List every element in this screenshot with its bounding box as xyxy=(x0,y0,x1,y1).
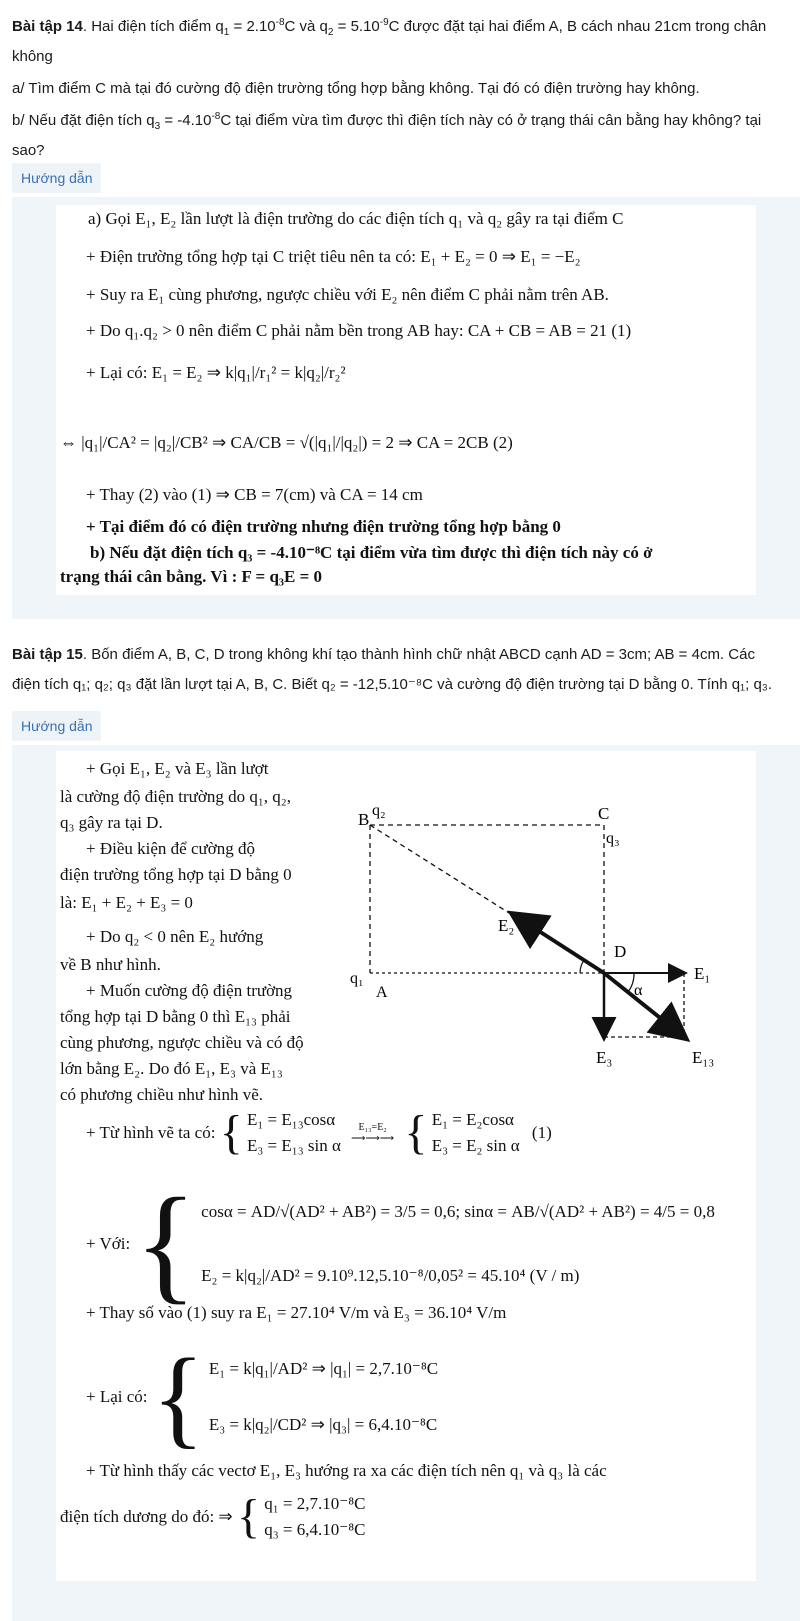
sol15-t6: là: E₁ + E₂ + E₃ = 0 xyxy=(60,893,193,912)
sol15-t7: + Do q₂ < 0 nên E₂ hướng xyxy=(86,927,264,946)
problem-14-part-a: a/ Tìm điểm C mà tại đó cường độ điện trường tổng hợp bằng không. Tại đó có điện trường hay không. xyxy=(12,80,700,97)
sol14-line1: a) Gọi E₁, E₂ lần lượt là điện trường do các điện tích q₁ và q₂ gây ra tại điểm C xyxy=(88,209,624,228)
label-e2: E₂ xyxy=(498,916,515,935)
span xyxy=(432,1107,520,1159)
sol14-line6: ⇔ |q₁|/CA² = |q₂|/CB² ⇒ CA/CB = √(|q₁|/|q₂|) = 2 ⇒ CA = 2CB (2) xyxy=(60,433,513,452)
sol15-t5: điện trường tổng hợp tại D bằng 0 xyxy=(60,865,292,884)
label-e13: E₁₃ xyxy=(692,1048,715,1067)
guide-button-14[interactable]: Hướng dẫn xyxy=(12,163,101,193)
sol14-line3: + Suy ra E₁ cùng phương, ngược chiều với E₂ nên điểm C phải nằm trên AB. xyxy=(86,285,609,304)
sol15-formula5: + Từ hình thấy các vectơ E₁, E₃ hướng ra xa các điện tích nên q₁ và q₃ là các xyxy=(86,1461,607,1480)
problem-15-title: Bài tập 15 xyxy=(12,646,83,663)
span: { xyxy=(219,1106,243,1159)
problem-14-line2: không xyxy=(12,48,53,65)
text: + Từ hình vẽ ta có: xyxy=(86,1123,216,1142)
label-alpha: α xyxy=(634,982,643,999)
sol15-t11: cùng phương, ngược chiều và có độ xyxy=(60,1033,304,1052)
sol14-line7: + Thay (2) vào (1) ⇒ CB = 7(cm) và CA = 14 cm xyxy=(86,485,423,504)
problem-15-line2: điện tích q₁; q₂; q₃ đặt lần lượt tại A, B, C. Biết q₂ = -12,5.10⁻⁸C và cường độ điện trường tại D bằng 0. Tính q₁; q₃. xyxy=(12,676,773,693)
text: + Lại có: xyxy=(86,1387,148,1406)
sol15-t8: về B như hình. xyxy=(60,955,161,974)
sol15-t4: + Điều kiện để cường độ xyxy=(86,839,255,858)
sol15-t2: là cường độ điện trường do q₁, q₂, xyxy=(60,787,291,806)
text: E₁ = E₂cosα xyxy=(431,1110,514,1129)
problem-14-line5: sao? xyxy=(12,142,45,159)
sol15-t13: có phương chiều như hình vẽ. xyxy=(60,1085,264,1104)
label-a: A xyxy=(376,984,388,1001)
span xyxy=(247,1107,341,1159)
text: + Với: xyxy=(86,1234,131,1253)
span xyxy=(209,1341,438,1453)
problem-14-text xyxy=(12,14,792,164)
text: điện tích dương do đó: ⇒ xyxy=(60,1507,233,1526)
sol14-line4: + Do q₁.q₂ > 0 nên điểm C phải nằm bền trong AB hay: CA + CB = AB = 21 (1) xyxy=(86,321,632,340)
label-q3: q₃ xyxy=(606,830,620,847)
solution-14-image xyxy=(56,205,756,595)
span: { xyxy=(151,1336,205,1458)
sol15-formula3: + Thay số vào (1) suy ra E₁ = 27.10⁴ V/m và E₃ = 36.10⁴ V/m xyxy=(86,1303,507,1322)
problem-15-line1: . Bốn điểm A, B, C, D trong không khí tạo thành hình chữ nhật ABCD cạnh AD = 3cm; AB = 4cm. Các xyxy=(82,646,755,663)
label-b: B xyxy=(358,810,370,829)
sub: 2 xyxy=(327,27,334,38)
text: q₃ = 6,4.10⁻⁸C xyxy=(264,1520,366,1539)
problem-14-title: Bài tập 14 xyxy=(12,18,83,35)
label-q1: q₁ xyxy=(350,970,364,987)
sol14-line8: + Tại điểm đó có điện trường nhưng điện trường tổng hợp bằng 0 xyxy=(86,517,561,536)
sol15-t9: + Muốn cường độ điện trường xyxy=(86,981,293,1000)
sol14-line10: trạng thái cân bằng. Vì : F = q₃E = 0 xyxy=(60,567,323,586)
problem-14-line1: . Hai điện tích điểm q xyxy=(82,18,224,35)
span: { xyxy=(134,1172,197,1316)
solution-14-panel xyxy=(12,197,800,619)
span xyxy=(264,1491,365,1543)
text: = -4.10 xyxy=(160,112,212,129)
sup: -8 xyxy=(275,17,285,28)
text: E₁₃=E₂ xyxy=(358,1122,387,1133)
sup: -8 xyxy=(211,111,221,122)
text: cosα = AD/√(AD² + AB²) = 3/5 = 0,6; sinα = AB/√(AD² + AB²) = 4/5 = 0,8 xyxy=(201,1202,715,1221)
text: E₁ = k|q₁|/AD² ⇒ |q₁| = 2,7.10⁻⁸C xyxy=(208,1359,439,1378)
text: = 5.10 xyxy=(333,18,380,35)
sol15-formula6 xyxy=(60,1491,366,1543)
sol15-t1: + Gọi E₁, E₂ và E₃ lần lượt xyxy=(86,759,269,778)
guide-button-15[interactable]: Hướng dẫn xyxy=(12,711,101,741)
vector-e13 xyxy=(604,973,684,1037)
span: { xyxy=(236,1490,260,1543)
text: E₃ = E₂ sin α xyxy=(431,1136,520,1155)
solution-15-panel xyxy=(12,745,800,1621)
label-e1: E₁ xyxy=(694,964,711,983)
solution-15-image xyxy=(56,751,756,1581)
sub: 3 xyxy=(154,121,161,132)
span: { xyxy=(404,1106,428,1159)
sub: 1 xyxy=(223,27,230,38)
problem-15-text xyxy=(12,642,792,698)
problem-14-part-b xyxy=(12,108,792,134)
span: E₁₃=E₂ ⟶⟶⟶ xyxy=(351,1122,395,1144)
text: (1) xyxy=(531,1123,552,1142)
sup: -9 xyxy=(379,17,389,28)
sol15-t10: tổng hợp tại D bằng 0 thì E₁₃ phải xyxy=(60,1007,291,1026)
text: q₁ = 2,7.10⁻⁸C xyxy=(264,1494,366,1513)
label-d: D xyxy=(614,942,627,961)
sol15-formula1 xyxy=(86,1107,552,1167)
text: = 2.10 xyxy=(229,18,276,35)
label-e3: E₃ xyxy=(596,1048,613,1067)
angle-arc-left xyxy=(580,960,584,973)
sol14-line2: + Điện trường tổng hợp tại C triệt tiêu nên ta có: E₁ + E₂ = 0 ⇒ E₁ = −E₂ xyxy=(86,247,581,266)
text: b/ Nếu đặt điện tích q xyxy=(12,112,155,129)
text: E₃ = E₁₃ sin α xyxy=(246,1136,341,1155)
label-c: C xyxy=(598,804,610,823)
sol14-line5: + Lại có: E₁ = E₂ ⇒ k|q₁|/r₁² = k|q₂|/r₂² xyxy=(86,363,346,382)
text: C và q xyxy=(284,18,328,35)
span xyxy=(201,1180,715,1308)
sol15-t3: q₃ gây ra tại D. xyxy=(60,813,163,832)
text: E₁ = E₁₃cosα xyxy=(246,1110,336,1129)
sol15-formula4 xyxy=(86,1336,439,1458)
label-q2: q₂ xyxy=(372,802,386,819)
sol14-line9: b) Nếu đặt điện tích q₃ = -4.10⁻⁸C tại điểm vừa tìm được thì điện tích này có ở xyxy=(90,543,653,562)
rectangle-field-diagram xyxy=(348,781,728,1091)
text: E₃ = k|q₂|/CD² ⇒ |q₃| = 6,4.10⁻⁸C xyxy=(208,1415,438,1434)
sol15-t12: lớn bằng E₂. Do đó E₁, E₃ và E₁₃ xyxy=(60,1059,283,1078)
text: C được đặt tại hai điểm A, B cách nhau 21cm trong chân xyxy=(388,18,767,35)
vector-e2 xyxy=(514,915,604,973)
text: E₂ = k|q₂|/AD² = 9.10⁹.12,5.10⁻⁸/0,05² = 45.10⁴ (V / m) xyxy=(201,1266,580,1285)
text: C tại điểm vừa tìm được thì điện tích này có ở trạng thái cân bằng hay không? tại xyxy=(220,112,762,129)
